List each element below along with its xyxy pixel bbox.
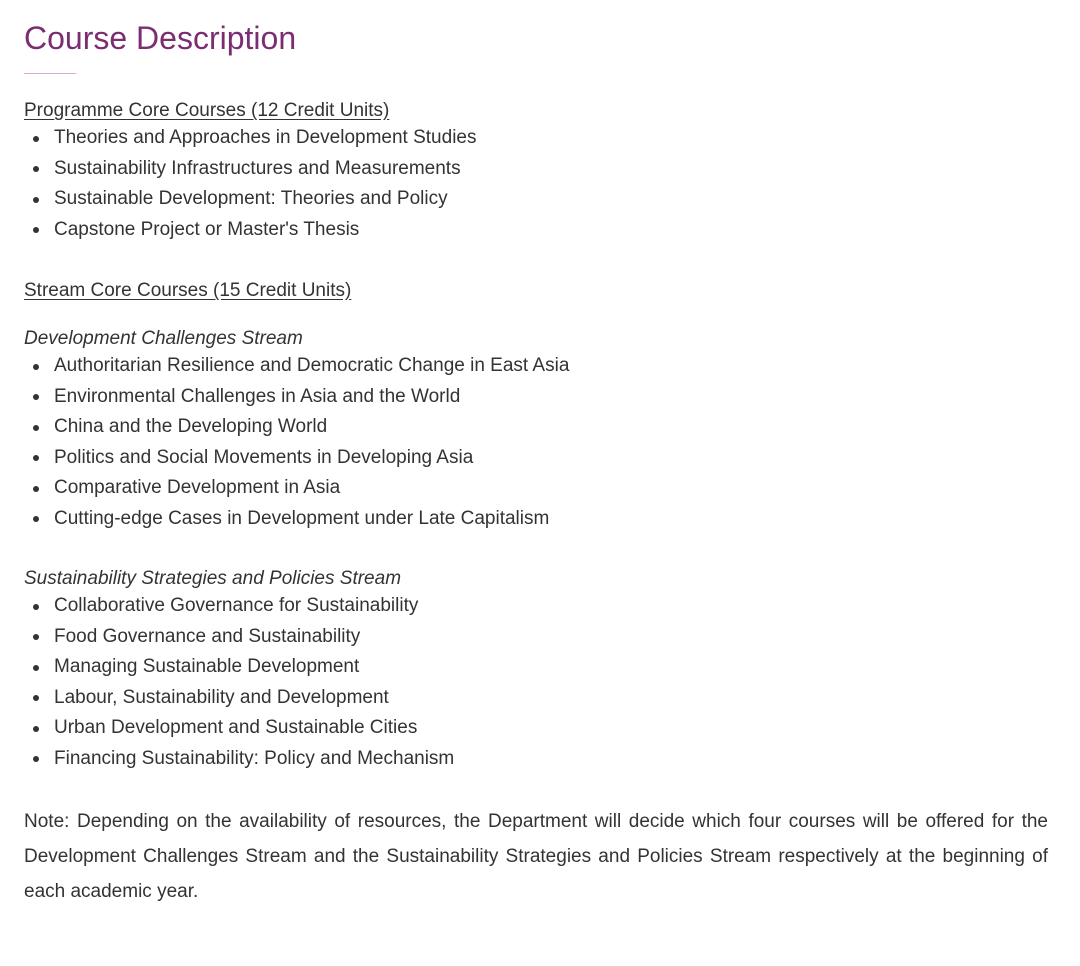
list-item	[24, 744, 1048, 775]
course-title: Theories and Approaches in Development Studies	[54, 127, 477, 148]
course-title: Environmental Challenges in Asia and the World	[54, 385, 461, 407]
bullet-icon	[33, 516, 39, 522]
note-paragraph: Note: Depending on the availability of resources, the Department will decide which four courses will be offered for the Development Challenges Stream and the Sustainability Strategies and Policies Stream respectively at the beginning of each academic year.	[24, 811, 1048, 902]
list-item	[24, 215, 1048, 246]
bullet-icon	[33, 364, 39, 370]
course-title: Capstone Project or Master's Thesis	[54, 218, 360, 240]
page-title: Course Description	[24, 20, 297, 56]
sustainability-strategies-stream-heading: Sustainability Strategies and Policies Stream	[24, 568, 402, 589]
bullet-icon	[33, 486, 39, 492]
course-title: China and the Developing World	[54, 416, 328, 437]
bullet-icon	[33, 634, 39, 640]
bullet-icon	[33, 604, 39, 610]
list-item	[24, 652, 1048, 683]
development-challenges-stream-heading: Development Challenges Stream	[24, 328, 303, 349]
course-title: Collaborative Governance for Sustainability	[54, 595, 419, 616]
bullet-icon	[33, 695, 39, 701]
list-item	[24, 154, 1048, 185]
bullet-icon	[33, 665, 39, 671]
course-title: Authoritarian Resilience and Democratic Change in East Asia	[54, 355, 570, 376]
stream-core-heading: Stream Core Courses (15 Credit Units)	[24, 280, 352, 301]
bullet-icon	[33, 197, 39, 203]
course-title: Financing Sustainability: Policy and Mechanism	[54, 747, 455, 769]
development-challenges-list	[24, 351, 1048, 534]
sustainability-strategies-list	[24, 591, 1048, 774]
list-item	[24, 683, 1048, 714]
list-item	[24, 351, 1048, 382]
course-title: Cutting-edge Cases in Development under Late Capitalism	[54, 507, 550, 529]
list-item	[24, 443, 1048, 474]
course-description-content	[24, 0, 1048, 909]
list-item	[24, 591, 1048, 622]
course-title: Food Governance and Sustainability	[54, 625, 361, 647]
bullet-icon	[33, 166, 39, 172]
list-item	[24, 473, 1048, 504]
title-divider	[24, 73, 76, 74]
course-title: Managing Sustainable Development	[54, 656, 360, 677]
programme-core-list	[24, 123, 1048, 245]
bullet-icon	[33, 227, 39, 233]
course-title: Sustainable Development: Theories and Policy	[54, 188, 448, 209]
list-item	[24, 713, 1048, 744]
course-title: Sustainability Infrastructures and Measurements	[54, 157, 461, 179]
list-item	[24, 382, 1048, 413]
course-title: Politics and Social Movements in Developing Asia	[54, 446, 474, 468]
bullet-icon	[33, 455, 39, 461]
list-item	[24, 622, 1048, 653]
list-item	[24, 504, 1048, 535]
bullet-icon	[33, 394, 39, 400]
list-item	[24, 184, 1048, 215]
programme-core-heading: Programme Core Courses (12 Credit Units)	[24, 100, 390, 121]
course-title: Comparative Development in Asia	[54, 477, 341, 498]
course-title: Urban Development and Sustainable Cities	[54, 717, 418, 738]
list-item	[24, 123, 1048, 154]
bullet-icon	[33, 425, 39, 431]
bullet-icon	[33, 136, 39, 142]
bullet-icon	[33, 756, 39, 762]
course-title: Labour, Sustainability and Development	[54, 686, 389, 708]
list-item	[24, 412, 1048, 443]
bullet-icon	[33, 726, 39, 732]
